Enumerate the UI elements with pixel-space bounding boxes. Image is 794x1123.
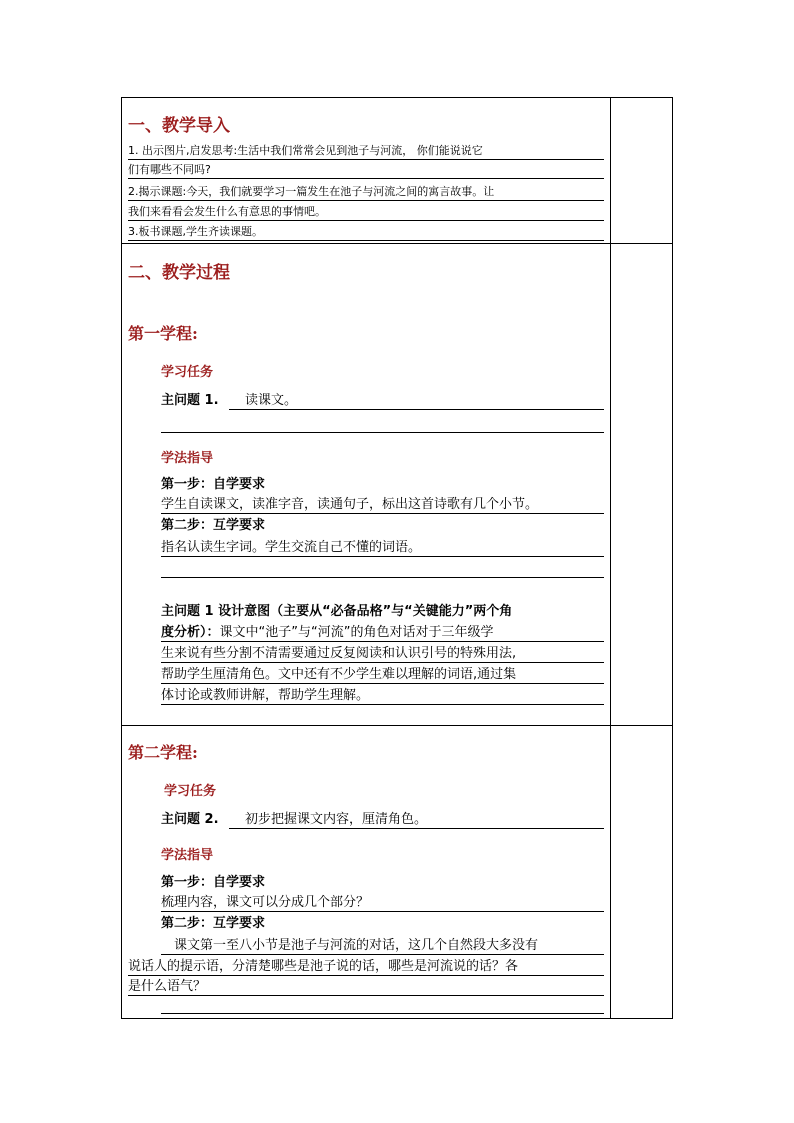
rule xyxy=(229,409,604,410)
stage-1-step-2-label: 第二步：互学要求 xyxy=(161,518,266,533)
rule xyxy=(128,995,604,996)
stage-1-heading: 第一学程: xyxy=(128,324,198,343)
rule xyxy=(128,178,604,179)
rule xyxy=(161,556,604,557)
stage-2-heading: 第二学程: xyxy=(128,743,198,762)
stage-2-step-1-text: 梳理内容，课文可以分成几个部分？ xyxy=(161,895,370,910)
row-divider-1 xyxy=(122,243,672,244)
stage-2-task-heading: 学习任务 xyxy=(164,784,217,799)
section-heading-process: 二、教学过程 xyxy=(128,263,230,283)
rule xyxy=(161,662,604,663)
rule xyxy=(161,641,604,642)
rule xyxy=(161,513,604,514)
row-divider-2 xyxy=(122,725,672,726)
column-divider xyxy=(610,98,611,1018)
question-2-text: 初步把握课文内容，厘清角色。 xyxy=(245,812,428,827)
design-intent-line-2: 度分析）：课文中“池子”与“河流”的角色对话对于三年级学 xyxy=(161,625,494,640)
rule xyxy=(161,954,604,955)
stage-1-step-1-text: 学生自读课文，读准字音，读通句子，标出这首诗歌有几个小节。 xyxy=(161,497,539,512)
intro-line-2b: 我们来看看会发生什么有意思的事情吧。 xyxy=(128,205,326,218)
rule xyxy=(161,911,604,912)
stage-2-method-heading: 学法指导 xyxy=(161,848,214,863)
rule xyxy=(128,159,604,160)
stage-2-step-1-label: 第一步：自学要求 xyxy=(161,875,266,890)
rule xyxy=(128,240,604,241)
stage-2-step-2-line-3: 是什么语气？ xyxy=(128,979,207,994)
intro-line-2a: 2.揭示课题:今天，我们就要学习一篇发生在池子与河流之间的寓言故事。让 xyxy=(128,185,495,198)
stage-2-step-2-line-1: 课文第一至八小节是池子与河流的对话，这几个自然段大多没有 xyxy=(174,938,539,953)
question-1-label: 主问题 1. xyxy=(161,393,219,408)
rule xyxy=(128,200,604,201)
question-2-label: 主问题 2. xyxy=(161,812,219,827)
intro-line-3: 3.板书课题,学生齐读课题。 xyxy=(128,225,263,238)
rule xyxy=(229,828,604,829)
rule xyxy=(128,220,604,221)
rule xyxy=(161,1013,604,1014)
stage-1-method-heading: 学法指导 xyxy=(161,451,214,466)
stage-2-step-2-label: 第二步：互学要求 xyxy=(161,916,266,931)
design-intent-line-1: 主问题 1 设计意图（主要从“必备品格”与“关键能力”两个角 xyxy=(161,604,513,619)
intro-line-1b: 们有哪些不同吗? xyxy=(128,163,211,176)
stage-1-step-2-text: 指名认读生字词。学生交流自己不懂的词语。 xyxy=(161,540,422,555)
design-intent-line-4: 帮助学生厘清角色。文中还有不少学生难以理解的词语,通过集 xyxy=(161,667,517,682)
design-intent-line-3: 生来说有些分割不清需要通过反复阅读和认识引号的特殊用法, xyxy=(161,646,517,661)
stage-1-task-heading: 学习任务 xyxy=(161,365,214,380)
section-heading-intro: 一、教学导入 xyxy=(128,116,230,136)
rule xyxy=(128,975,604,976)
stage-1-step-1-label: 第一步：自学要求 xyxy=(161,477,266,492)
rule xyxy=(161,704,604,705)
rule xyxy=(161,432,604,433)
stage-2-step-2-line-2: 说话人的提示语，分清楚哪些是池子说的话，哪些是河流说的话？各 xyxy=(128,959,519,974)
lesson-plan-table xyxy=(121,97,673,1019)
question-1-text: 读课文。 xyxy=(245,393,298,408)
design-intent-line-5: 体讨论或教师讲解，帮助学生理解。 xyxy=(161,688,370,703)
intro-line-1a: 1. 出示图片,启发思考:生活中我们常常会见到池子与河流， 你们能说说它 xyxy=(128,144,483,157)
rule xyxy=(161,683,604,684)
rule xyxy=(161,577,604,578)
